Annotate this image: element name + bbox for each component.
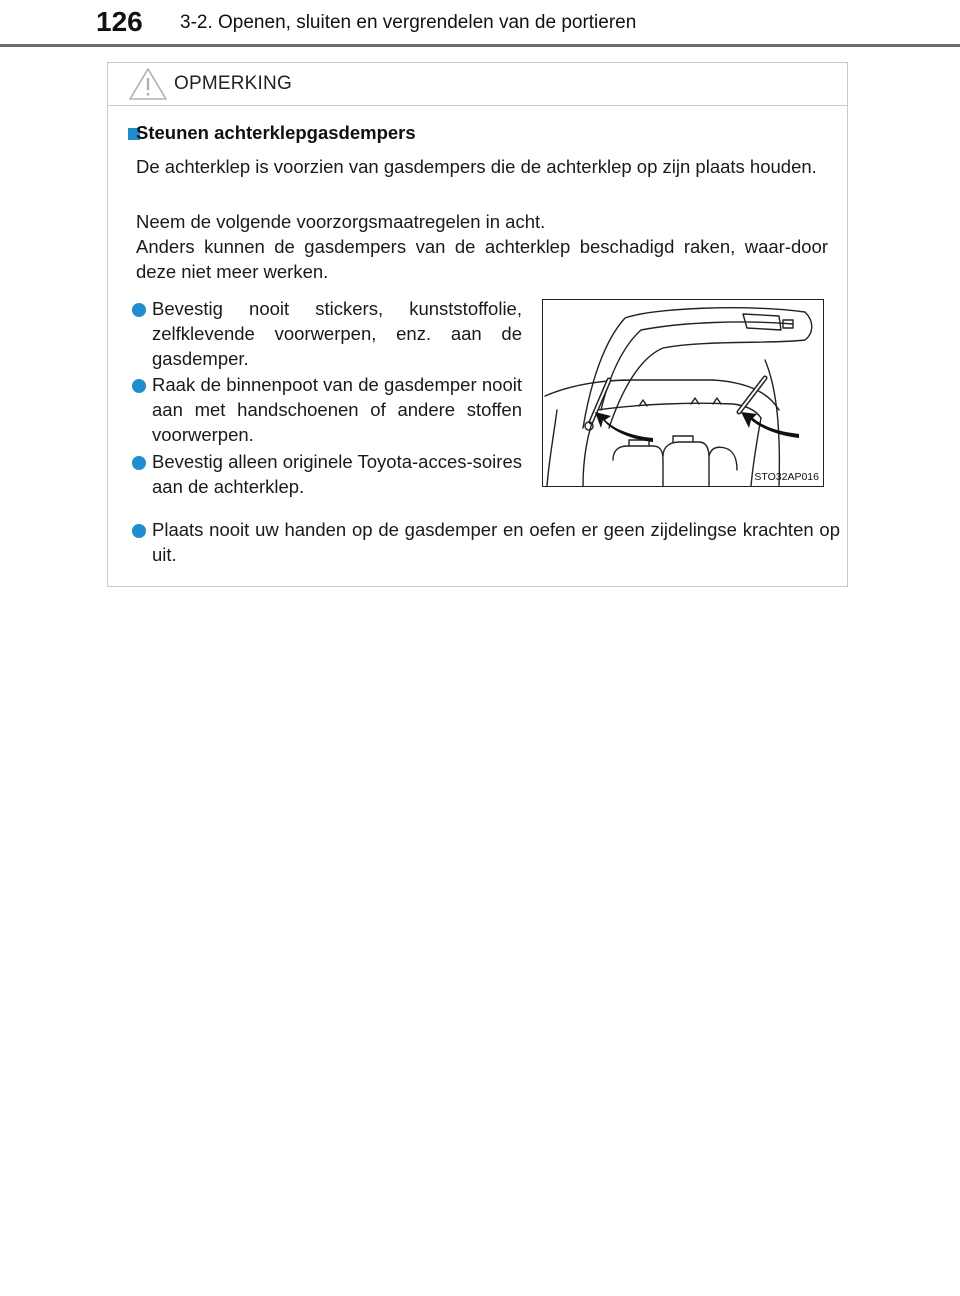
notice-header (108, 63, 847, 106)
bullet-item: Bevestig nooit stickers, kunststoffolie, zelfklevende voorwerpen, enz. aan de gasdemper. (152, 298, 522, 369)
bullet-dot-icon (132, 303, 146, 317)
notice-paragraph-2-line-2: Anders kunnen de gasdempers van de achterklep beschadigd raken, waar-door deze niet meer werken. (136, 236, 828, 282)
page-number: 126 (96, 6, 143, 37)
tailgate-drawing (543, 300, 823, 486)
notice-paragraph-2-line-1: Neem de volgende voorzorgsmaatregelen in acht. (136, 211, 546, 232)
section-title: 3-2. Openen, sluiten en vergrendelen van de portieren (180, 12, 637, 33)
notice-paragraph-1: De achterklep is voorzien van gasdempers die de achterklep op zijn plaats houden. (136, 156, 817, 177)
bullet-item: Plaats nooit uw handen op de gasdemper en oefen er geen zijdelingse krachten op uit. (152, 519, 840, 565)
warning-triangle-icon (128, 67, 168, 101)
notice-box (107, 62, 848, 587)
bullet-dot-icon (132, 379, 146, 393)
header-rule (0, 44, 960, 47)
bullet-dot-icon (132, 524, 146, 538)
tailgate-gas-strut-illustration (542, 299, 824, 487)
bullet-item: Raak de binnenpoot van de gasdemper nooit aan met handschoenen of andere stoffen voorwerpen. (152, 374, 522, 445)
notice-label: OPMERKING (174, 73, 292, 94)
bullet-item: Bevestig alleen originele Toyota-acces-soires aan de achterklep. (152, 451, 522, 497)
bullet-dot-icon (132, 456, 146, 470)
notice-subheading: Steunen achterklepgasdempers (136, 122, 416, 143)
page-header (0, 0, 960, 48)
figure-code: STO32AP016 (754, 471, 819, 483)
